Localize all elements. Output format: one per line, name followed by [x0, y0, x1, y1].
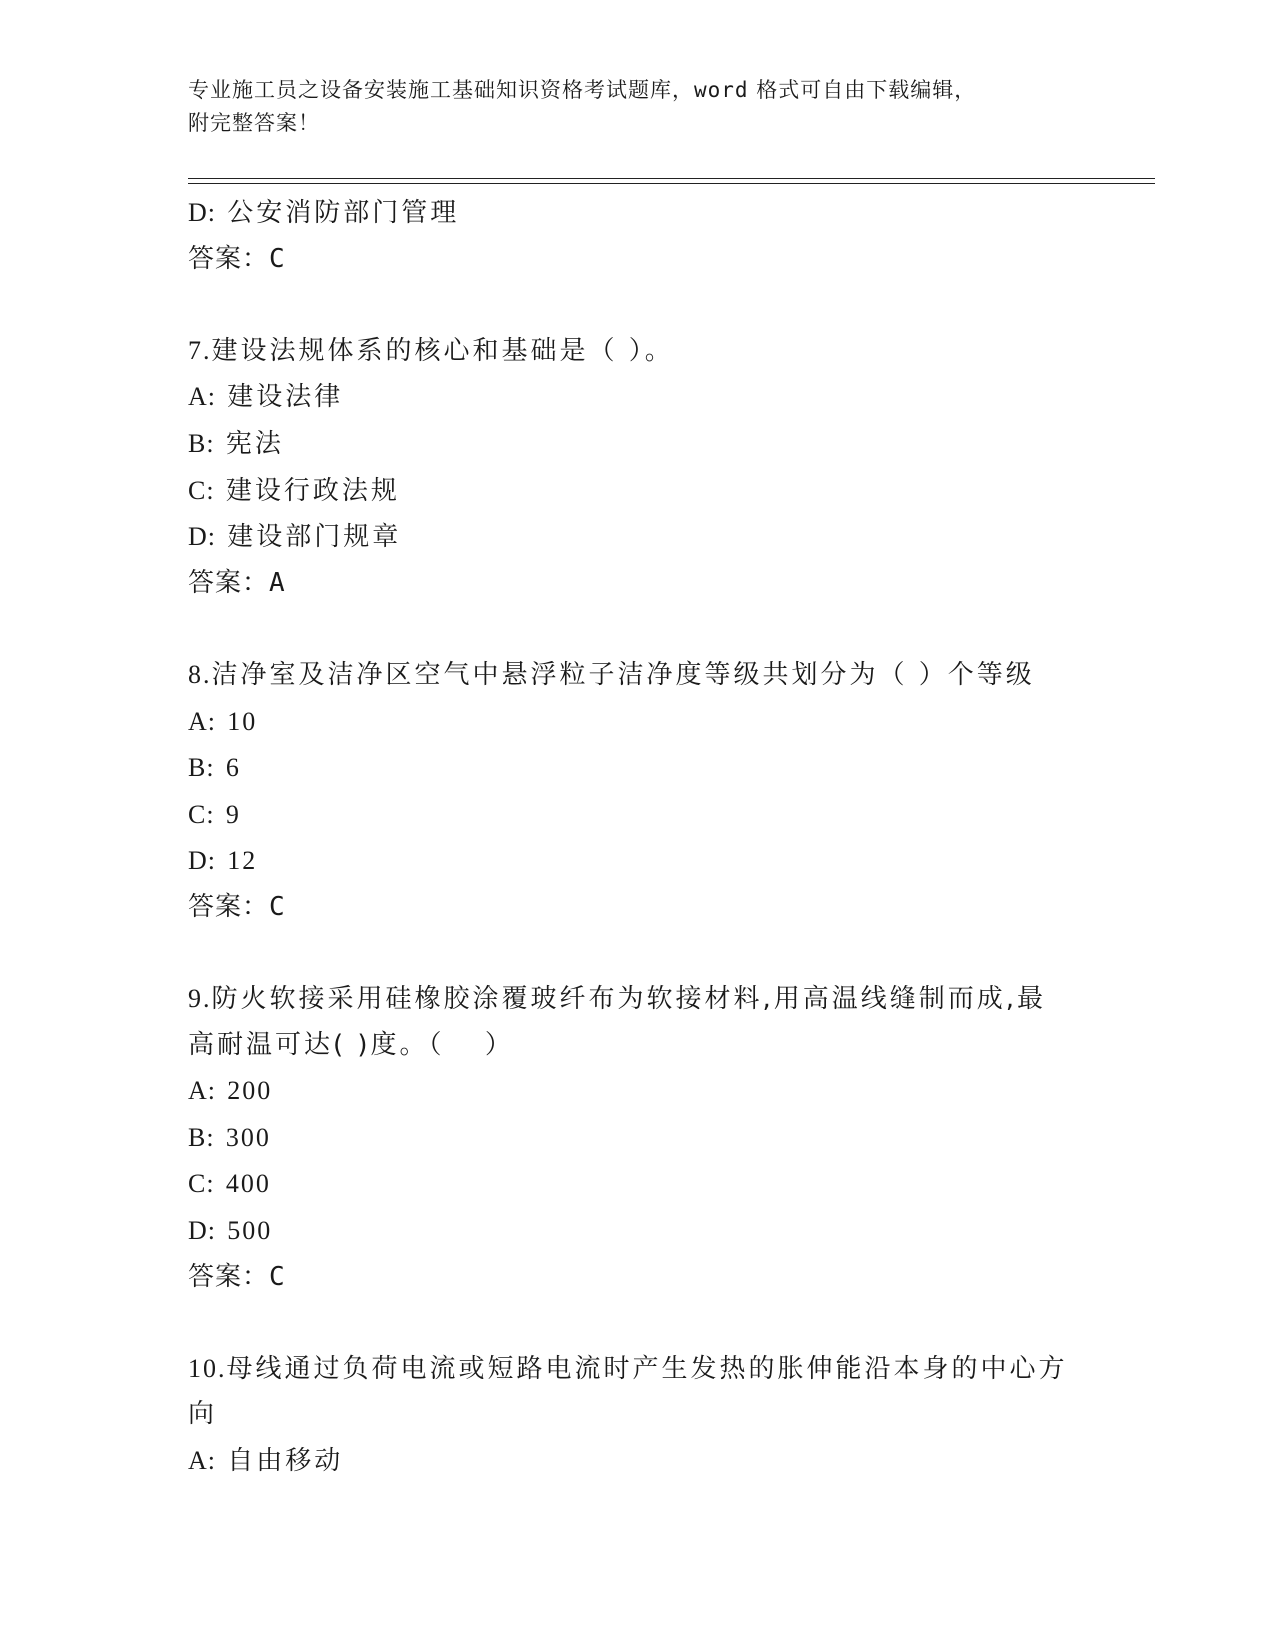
- option-text: 建设行政法规: [225, 475, 400, 506]
- answer-value: C: [269, 1261, 286, 1292]
- option-d: [188, 190, 1088, 237]
- option-b: [188, 1115, 1088, 1162]
- document-body: [188, 190, 1088, 1485]
- answer-label: 答案：: [188, 1261, 270, 1292]
- option-d: [188, 514, 1088, 561]
- header-line-1: [188, 74, 1088, 107]
- option-label: A:: [188, 1446, 216, 1476]
- question-text: 母线通过负荷电流或短路电流时产生发热的胀伸能沿本身的中心方: [226, 1353, 1068, 1384]
- header-divider-bottom: [188, 183, 1155, 184]
- option-text: 10: [227, 706, 258, 736]
- option-text: 400: [225, 1169, 271, 1199]
- option-label: C:: [188, 799, 215, 829]
- answer-line: [188, 561, 1088, 607]
- option-text: 自由移动: [227, 1446, 344, 1477]
- answer-line: [188, 885, 1088, 931]
- option-text: 6: [225, 753, 241, 783]
- option-text: 200: [227, 1076, 273, 1106]
- header-divider-top: [188, 178, 1155, 179]
- option-c: [188, 468, 1088, 515]
- document-header: [188, 74, 1088, 140]
- answer-label: 答案：: [188, 567, 270, 598]
- header-text: 专业施工员之设备安装施工基础知识资格考试题库，: [188, 78, 694, 102]
- option-text: 建设部门规章: [227, 522, 402, 553]
- option-label: B:: [188, 1122, 215, 1152]
- answer-line: [188, 1255, 1088, 1301]
- option-label: D:: [188, 1216, 216, 1246]
- header-line-2: 附完整答案！: [188, 111, 320, 135]
- option-label: D:: [188, 846, 216, 876]
- option-label: D:: [188, 198, 216, 227]
- question-7-stem: [188, 328, 1088, 375]
- header-text-word: word: [694, 78, 749, 102]
- option-label: D:: [188, 522, 216, 552]
- option-label: C:: [188, 475, 215, 505]
- answer-line: [188, 237, 1088, 283]
- option-d: [188, 838, 1088, 885]
- header-text: 格式可自由下载编辑，: [756, 78, 977, 102]
- question-10-stem-line-2: 向: [188, 1399, 218, 1430]
- option-text: 宪法: [225, 428, 284, 459]
- option-a: [188, 1068, 1088, 1115]
- question-number: 7.: [188, 335, 212, 365]
- option-a: [188, 1438, 1088, 1485]
- option-text: 9: [225, 799, 241, 829]
- question-number: 9.: [188, 984, 212, 1014]
- question-9-stem-line-1: [188, 976, 1088, 1023]
- answer-value: C: [269, 243, 286, 274]
- option-b: [188, 745, 1088, 792]
- option-text: 公安消防部门管理: [227, 198, 460, 228]
- option-label: A:: [188, 382, 216, 412]
- option-label: B:: [188, 428, 215, 458]
- question-text: 建设法规体系的核心和基础是（ ）。: [211, 335, 674, 366]
- option-text: 建设法律: [227, 382, 344, 413]
- option-label: B:: [188, 753, 215, 783]
- answer-value: A: [269, 567, 286, 598]
- option-a: [188, 699, 1088, 746]
- question-8-stem: [188, 652, 1088, 699]
- option-text: 500: [227, 1216, 273, 1246]
- answer-label: 答案：: [188, 243, 270, 274]
- answer-label: 答案：: [188, 891, 270, 922]
- question-number: 8.: [188, 659, 212, 689]
- question-10-stem-line-1: [188, 1346, 1088, 1393]
- option-c: [188, 792, 1088, 839]
- question-9-stem-line-2: 高耐温可达( )度。（ ）: [188, 1029, 514, 1060]
- option-d: [188, 1208, 1088, 1255]
- question-text: 洁净室及洁净区空气中悬浮粒子洁净度等级共划分为（ ）个等级: [211, 659, 1035, 690]
- option-a: [188, 374, 1088, 421]
- question-text: 防火软接采用硅橡胶涂覆玻纤布为软接材料,用高温线缝制而成,最: [211, 984, 1047, 1015]
- spacer: [188, 931, 1088, 977]
- option-label: A:: [188, 706, 216, 736]
- option-label: A:: [188, 1076, 216, 1106]
- spacer: [188, 606, 1088, 652]
- spacer: [188, 1300, 1088, 1346]
- option-c: [188, 1161, 1088, 1208]
- answer-value: C: [269, 891, 286, 922]
- option-text: 12: [227, 846, 258, 876]
- option-label: C:: [188, 1169, 215, 1199]
- question-number: 10.: [188, 1353, 227, 1383]
- option-b: [188, 421, 1088, 468]
- option-text: 300: [225, 1122, 271, 1152]
- spacer: [188, 282, 1088, 328]
